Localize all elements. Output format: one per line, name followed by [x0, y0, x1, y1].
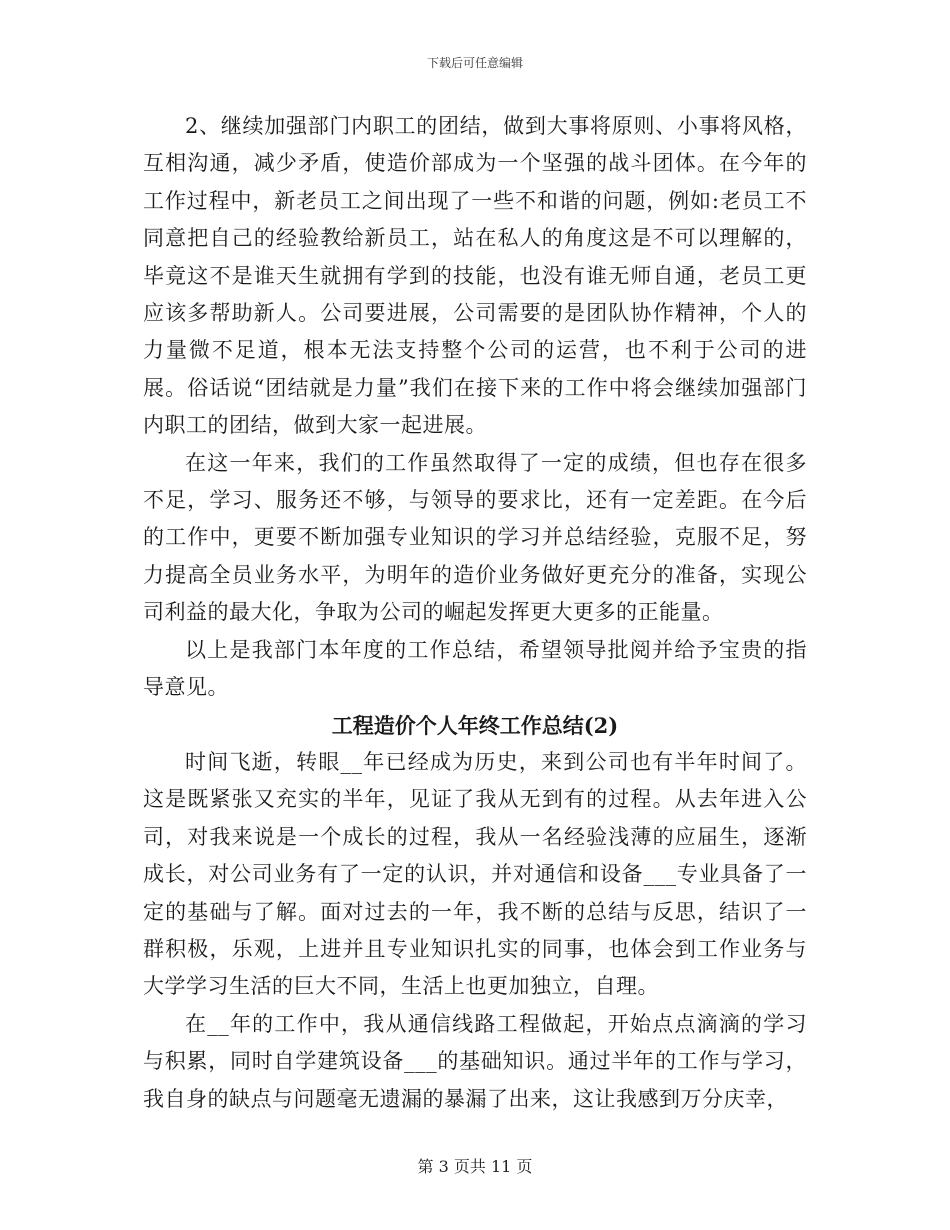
section-title: 工程造价个人年终工作总结(2): [331, 712, 619, 738]
paragraph: 在__年的工作中，我从通信线路工程做起，开始点点滴滴的学习与积累，同时自学建筑设备___的基础知识。通过半年的工作与学习，我自身的缺点与问题毫无遗漏的暴漏了出来，这让我感到万分庆幸，: [143, 1011, 807, 1111]
paragraph: 以上是我部门本年度的工作总结，希望领导批阅并给予宝贵的指导意见。: [143, 637, 807, 700]
header-note: 下载后可任意编辑: [426, 56, 523, 70]
page-number: 第 3 页共 11 页: [417, 1157, 533, 1176]
paragraph: 2、继续加强部门内职工的团结，做到大事将原则、小事将风格，互相沟通，减少矛盾，使造价部成为一个坚强的战斗团体。在今年的工作过程中，新老员工之间出现了一些不和谐的问题，例如:老员工不同意把自己的经验教给新员工，站在私人的角度这是不可以理解的，毕竟这不是谁天生就拥有学到的技能，也没有谁无师自通，老员工更应该多帮助新人。公司要进展，公司需要的是团队协作精神，个人的力量微不足道，根本无法支持整个公司的运营，也不利于公司的进展。俗话说“团结就是力量”我们在接下来的工作中将会继续加强部门内职工的团结，做到大家一起进展。: [143, 114, 807, 438]
document-body: [143, 108, 807, 1118]
paragraph: 时间飞逝，转眼__年已经成为历史，来到公司也有半年时间了。这是既紧张又充实的半年，见证了我从无到有的过程。从去年进入公司，对我来说是一个成长的过程，我从一名经验浅薄的应届生，逐渐成长，对公司业务有了一定的认识，并对通信和设备___专业具备了一定的基础与了解。面对过去的一年，我不断的总结与反思，结识了一群积极，乐观，上进并且专业知识扎实的同事，也体会到工作业务与大学学习生活的巨大不同，生活上也更加独立，自理。: [143, 749, 807, 999]
paragraph: 在这一年来，我们的工作虽然取得了一定的成绩，但也存在很多不足，学习、服务还不够，与领导的要求比，还有一定差距。在今后的工作中，更要不断加强专业知识的学习并总结经验，克服不足，努力提高全员业务水平，为明年的造价业务做好更充分的准备，实现公司利益的最大化，争取为公司的崛起发挥更大更多的正能量。: [143, 450, 807, 625]
